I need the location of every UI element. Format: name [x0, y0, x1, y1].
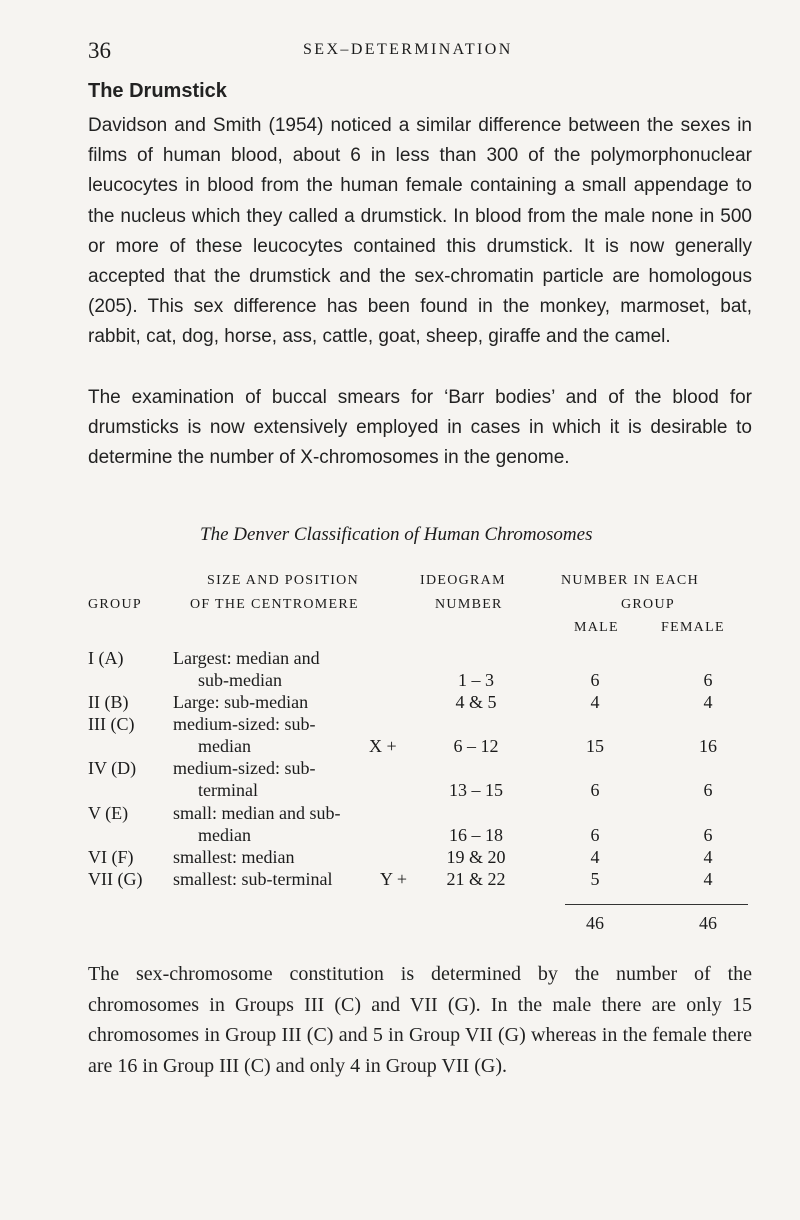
row-4-male: 6: [590, 780, 600, 800]
row-2-male: 4: [590, 692, 600, 712]
row-4-group: IV (D): [88, 758, 137, 778]
row-2-desc: Large: sub-median: [173, 692, 309, 712]
row-1-ideogram: 1 – 3: [458, 670, 494, 690]
paragraph-sex-chromosome: The sex-chromosome constitution is determined by the number of the chromosomes in Groups III (C) and VII (G). In the male there are only 15 chromosomes in Group III (C) and 5 in Group VII (G) whereas in the female there are 16 in Group III (C) and only 4 in Group VII (G).: [88, 963, 752, 1077]
row-6-desc: smallest: median: [173, 847, 295, 867]
header-size-line1: SIZE AND POSITION: [207, 573, 359, 588]
paragraph-buccal-smears: The examination of buccal smears for ‘Barr bodies’ and of the blood for drumsticks is now extensively employed in cases in which it is desirable to determine the number of X-chromosomes in the genome.: [88, 387, 752, 469]
row-1-desc: Largest: median and: [173, 648, 320, 668]
page-number: 36: [88, 38, 111, 63]
row-5-female: 6: [703, 825, 713, 845]
row-1-female: 6: [703, 670, 713, 690]
row-7-marker: Y +: [380, 869, 407, 889]
row-4-ideogram: 13 – 15: [449, 780, 503, 800]
row-2-group: II (B): [88, 692, 129, 712]
row-3-ideogram: 6 – 12: [453, 736, 499, 756]
header-group: GROUP: [88, 597, 142, 612]
row-6-ideogram: 19 & 20: [446, 847, 506, 867]
row-5-ideogram: 16 – 18: [449, 825, 503, 845]
row-6-female: 4: [703, 847, 713, 867]
row-5-male: 6: [590, 825, 600, 845]
row-7-desc: smallest: sub-terminal: [173, 869, 333, 889]
paragraph-drumstick: Davidson and Smith (1954) noticed a similar difference between the sexes in films of human blood, about 6 in less than 300 of the polymorphonuclear leucocytes in blood from the human female containing a small appendage to the nucleus which they called a drumstick. In blood from the male none in 500 or more of these leucocytes contained this drumstick. It is now generally accepted that the drumstick and the sex-chromatin particle are homologous (205). This sex difference has been found in the monkey, marmoset, bat, rabbit, cat, dog, horse, ass, cattle, goat, sheep, giraffe and the camel.: [88, 115, 752, 348]
table-caption: The Denver Classification of Human Chromosomes: [200, 524, 593, 545]
row-7-group: VII (G): [88, 869, 143, 889]
row-3-female: 16: [699, 736, 717, 756]
header-female: FEMALE: [661, 620, 725, 635]
header-size-line2: OF THE CENTROMERE: [190, 597, 359, 612]
row-3-desc: medium-sized: sub-: [173, 714, 316, 734]
row-2-ideogram: 4 & 5: [455, 692, 497, 712]
header-ideogram-line1: IDEOGRAM: [420, 573, 506, 588]
row-4-female: 6: [703, 780, 713, 800]
header-male: MALE: [574, 620, 619, 635]
row-3-marker: X +: [369, 736, 397, 756]
header-ideogram-line2: NUMBER: [435, 597, 503, 612]
row-3-group: III (C): [88, 714, 135, 734]
row-7-female: 4: [703, 869, 713, 889]
row-4-desc: medium-sized: sub-: [173, 758, 316, 778]
totals-rule: [565, 904, 748, 905]
row-1-group: I (A): [88, 648, 124, 668]
row-2-female: 4: [703, 692, 713, 712]
row-3-desc-cont: median: [198, 736, 251, 756]
section-heading: The Drumstick: [88, 80, 227, 102]
header-number-line2: GROUP: [621, 597, 675, 612]
row-7-male: 5: [590, 869, 600, 889]
header-number-line1: NUMBER IN EACH: [561, 573, 699, 588]
row-5-group: V (E): [88, 803, 129, 823]
row-6-group: VI (F): [88, 847, 134, 867]
row-5-desc-cont: median: [198, 825, 251, 845]
row-7-ideogram: 21 & 22: [446, 869, 506, 889]
total-male: 46: [586, 913, 604, 933]
row-1-male: 6: [590, 670, 600, 690]
row-4-desc-cont: terminal: [198, 780, 258, 800]
running-head: SEX–DETERMINATION: [303, 41, 513, 58]
row-3-male: 15: [586, 736, 604, 756]
row-1-desc-cont: sub-median: [198, 670, 282, 690]
row-6-male: 4: [590, 847, 600, 867]
row-5-desc: small: median and sub-: [173, 803, 341, 823]
total-female: 46: [699, 913, 717, 933]
